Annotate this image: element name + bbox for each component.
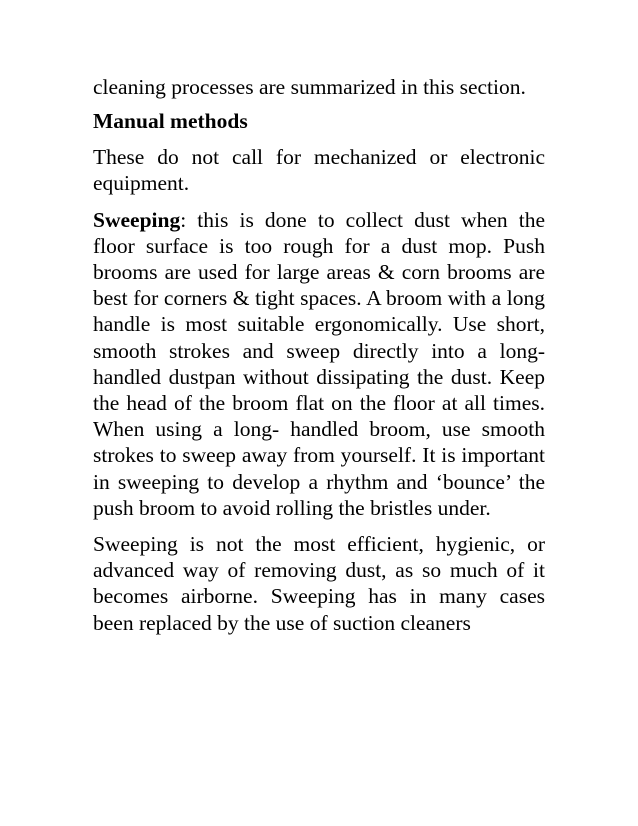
sweeping-efficiency-paragraph: Sweeping is not the most efficient, hygienic, or advanced way of removing dust, as so much of it becomes airborne. Sweeping has in many cases been replaced by the use of suction cleaners [93, 532, 545, 635]
intro-paragraph: cleaning processes are summarized in this section. [93, 75, 526, 99]
sweeping-paragraph [93, 207, 545, 521]
sweeping-description: : this is done to collect dust when the floor surface is too rough for a dust mop. Push brooms are used for large areas & corn brooms are best for corners & tight spaces. A broom with a long handle is most suitable ergonomically. Use short, smooth strokes and sweep directly into a long- handled dustpan without dissipating the dust. Keep the head of the broom flat on the floor at all times. When using a long- handled broom, use smooth strokes to sweep away from yourself. It is important in sweeping to develop a rhythm and ‘bounce’ the push broom to avoid rolling the bristles under. [93, 207, 545, 520]
sweeping-term: Sweeping [93, 207, 181, 232]
manual-methods-heading: Manual methods [93, 109, 248, 134]
manual-methods-paragraph: These do not call for mechanized or electronic equipment. [93, 145, 545, 196]
document-page [93, 74, 545, 646]
